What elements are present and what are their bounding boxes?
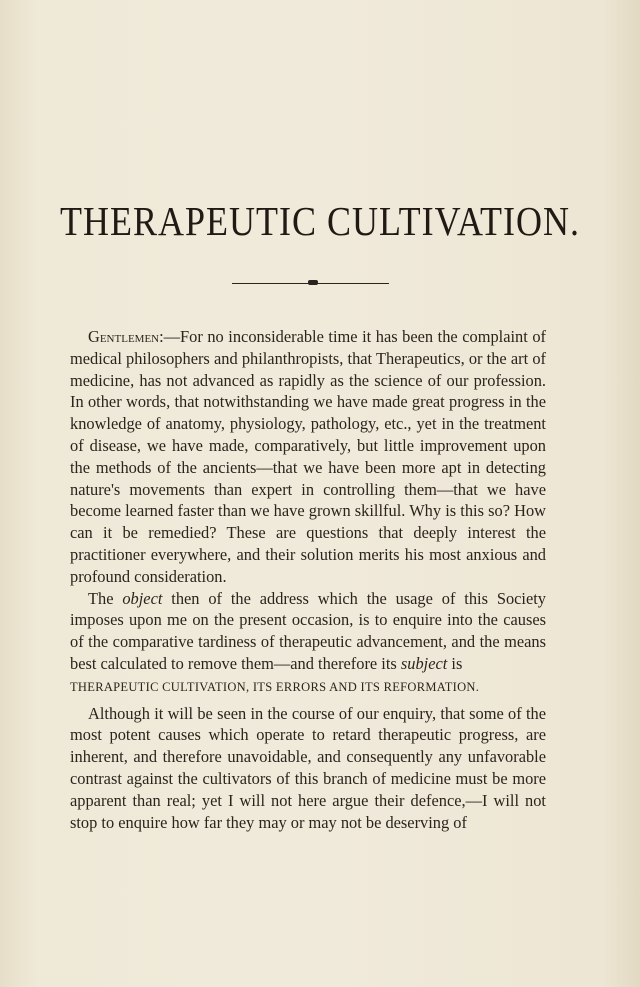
paragraph-3: Although it will be seen in the course of our enquiry, that some of the most potent causes which operate to retard therapeutic progress, are inherent, and therefore unavoidable, and consequently any unfavorable contrast against the cultivators of this branch of medicine must be more apparent than real; yet I will not here argue their defence,—I will not stop to enquire how far they may or may not be deserving of: [70, 703, 546, 832]
paragraph-2-start: The: [88, 588, 123, 608]
subject-word: subject: [400, 653, 448, 673]
page-title: THERAPEUTIC CULTIVATION.: [59, 198, 580, 244]
body-text: [70, 326, 546, 833]
paragraph-2: [70, 588, 546, 675]
rule-ornament: [308, 280, 318, 285]
subject-heading: THERAPEUTIC CULTIVATION, ITS ERRORS AND ITS REFORMATION.: [70, 679, 480, 694]
salutation: Gentlemen:: [88, 327, 164, 346]
paragraph-2-middle: then of the address which the usage of this Society imposes upon me on the present occasion, is to enquire into the causes of the comparative tardiness of therapeutic advancement, and the means best calculated to remove them—and therefore its: [70, 588, 546, 673]
object-word: object: [122, 588, 163, 608]
paragraph-1-text: —For no inconsiderable time it has been the complaint of medical philosophers and philanthropists, that Therapeutics, or the art of medicine, has not advanced as rapidly as the science of our profession. In other words, that notwithstanding we have made great progress in the knowledge of anatomy, physiology, pathology, etc., yet in the treatment of disease, we have made, comparatively, but little improvement upon the methods of the ancients—that we have been more apt in detecting nature's movements than expert in controlling them—that we have become learned faster than we have grown skillful. Why is this so? How can it be remedied? These are questions that deeply interest the practitioner everywhere, and their solution merits his most anxious and profound consideration.: [70, 327, 546, 586]
paragraph-2-end: is: [447, 653, 463, 673]
paragraph-1: [70, 326, 546, 588]
